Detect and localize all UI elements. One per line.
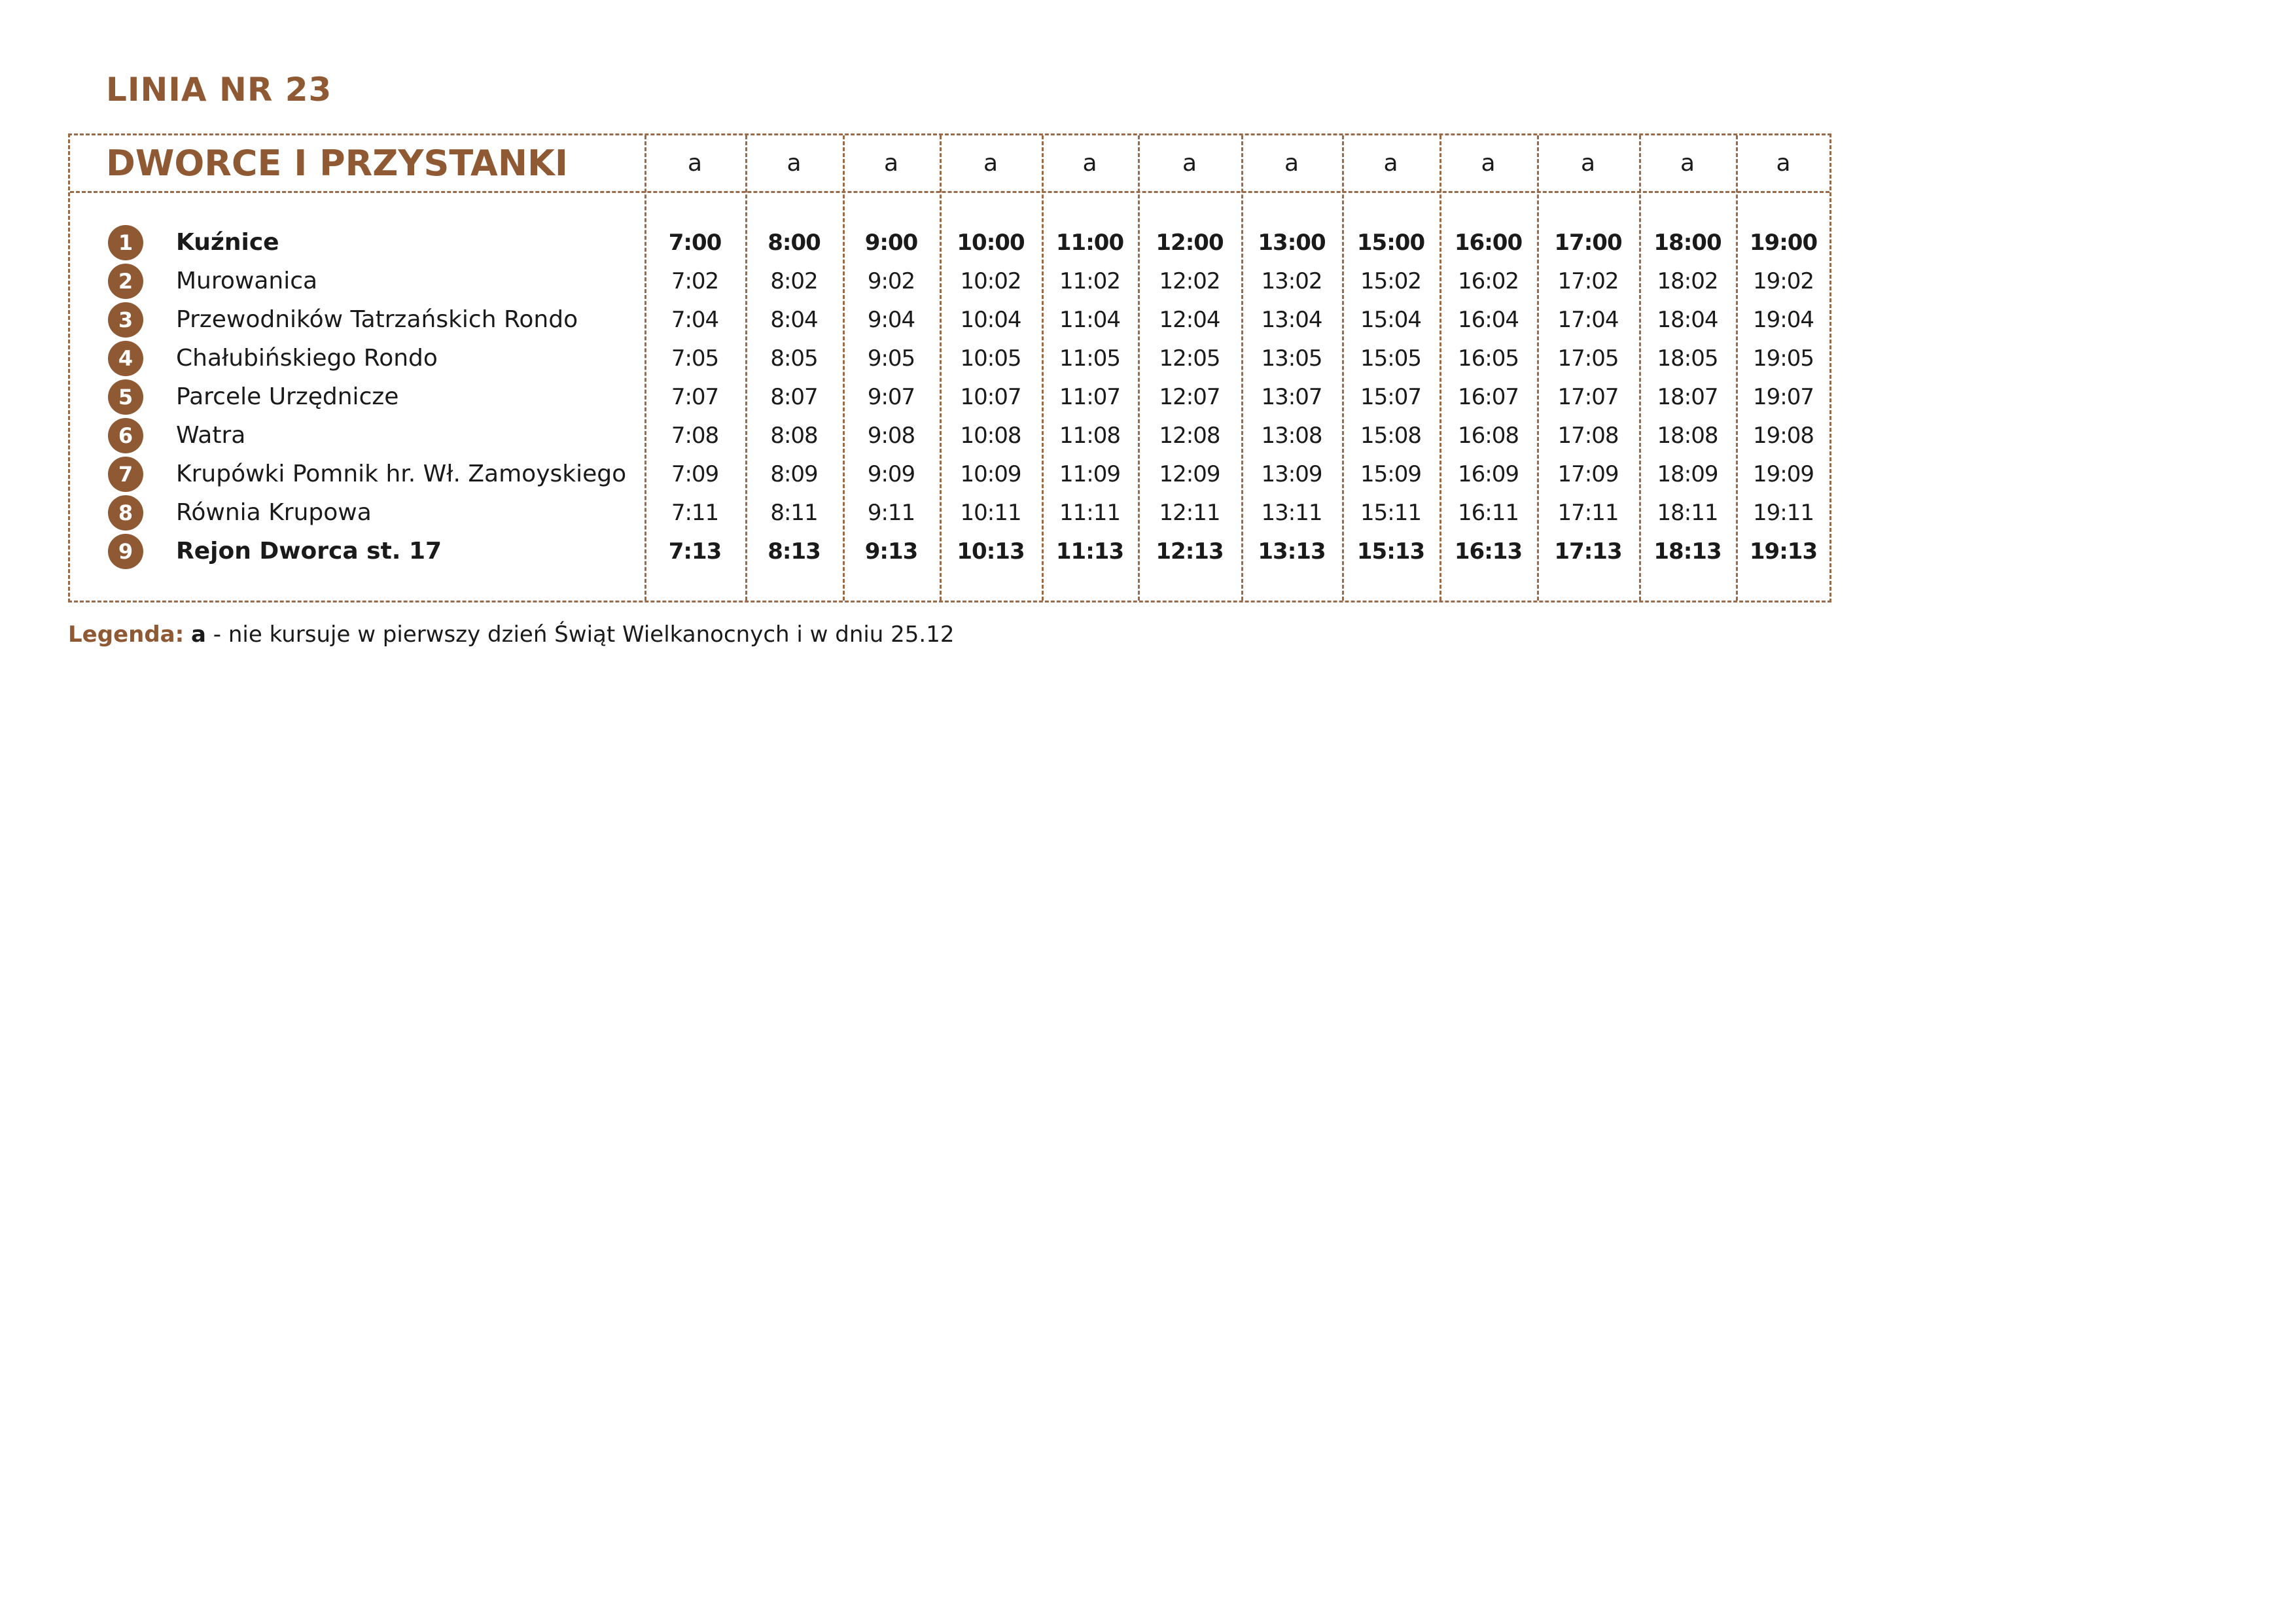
departure-time: 12:04	[1159, 307, 1220, 333]
timetable-header	[70, 135, 1829, 193]
departure-time: 10:13	[957, 538, 1025, 565]
departure-time: 15:09	[1360, 461, 1421, 487]
departure-time: 9:05	[867, 345, 915, 372]
departure-time: 18:04	[1657, 307, 1718, 333]
stop-name: Chałubińskiego Rondo	[176, 345, 438, 372]
departure-time: 16:08	[1458, 423, 1519, 449]
departure-time: 17:00	[1554, 230, 1622, 256]
legend-key: a	[191, 621, 206, 648]
timetable	[68, 133, 1831, 602]
departure-time: 7:13	[668, 538, 722, 565]
departure-time: 13:13	[1258, 538, 1326, 565]
departure-time: 15:08	[1360, 423, 1421, 449]
table-row	[70, 455, 1829, 493]
departure-time: 12:08	[1159, 423, 1220, 449]
departure-time: 16:04	[1458, 307, 1519, 333]
departure-time: 17:02	[1557, 268, 1619, 294]
departure-time: 12:11	[1159, 500, 1220, 526]
column-mark: a	[1182, 150, 1197, 177]
table-row	[70, 224, 1829, 262]
stop-name: Rejon Dworca st. 17	[176, 538, 442, 565]
departure-time: 11:09	[1059, 461, 1120, 487]
departure-time: 10:11	[960, 500, 1021, 526]
departure-time: 18:05	[1657, 345, 1718, 372]
line-title: LINIA NR 23	[106, 71, 332, 109]
stop-name: Przewodników Tatrzańskich Rondo	[176, 306, 578, 333]
departure-time: 19:07	[1753, 384, 1814, 410]
departure-time: 17:08	[1557, 423, 1619, 449]
column-mark: a	[687, 150, 703, 177]
departure-time: 18:00	[1653, 230, 1722, 256]
departure-time: 9:09	[867, 461, 915, 487]
departure-time: 7:11	[671, 500, 719, 526]
departure-time: 16:09	[1458, 461, 1519, 487]
departure-time: 16:00	[1454, 230, 1523, 256]
table-row	[70, 417, 1829, 455]
departure-time: 10:08	[960, 423, 1021, 449]
departure-time: 13:08	[1261, 423, 1322, 449]
departure-time: 10:07	[960, 384, 1021, 410]
column-mark: a	[1481, 150, 1496, 177]
departure-time: 17:05	[1557, 345, 1619, 372]
stop-name: Parcele Urzędnicze	[176, 383, 399, 410]
departure-time: 11:11	[1059, 500, 1120, 526]
stop-name: Kuźnice	[176, 229, 279, 256]
departure-time: 16:13	[1454, 538, 1523, 565]
departure-time: 11:13	[1055, 538, 1124, 565]
departure-time: 8:09	[770, 461, 818, 487]
stop-number-badge: 1	[108, 225, 143, 260]
departure-time: 15:02	[1360, 268, 1421, 294]
departure-time: 12:09	[1159, 461, 1220, 487]
departure-time: 13:00	[1258, 230, 1326, 256]
departure-time: 19:00	[1749, 230, 1818, 256]
departure-time: 11:00	[1055, 230, 1124, 256]
departure-time: 7:08	[671, 423, 719, 449]
departure-time: 17:13	[1554, 538, 1622, 565]
departure-time: 9:08	[867, 423, 915, 449]
departure-time: 8:04	[770, 307, 818, 333]
departure-time: 19:02	[1753, 268, 1814, 294]
column-mark: a	[1082, 150, 1097, 177]
departure-time: 11:05	[1059, 345, 1120, 372]
stop-number-badge: 4	[108, 341, 143, 376]
departure-time: 8:00	[768, 230, 821, 256]
departure-time: 12:00	[1156, 230, 1224, 256]
departure-time: 10:00	[957, 230, 1025, 256]
column-mark: a	[883, 150, 899, 177]
departure-time: 11:07	[1059, 384, 1120, 410]
departure-time: 10:02	[960, 268, 1021, 294]
departure-time: 7:07	[671, 384, 719, 410]
departure-time: 16:05	[1458, 345, 1519, 372]
column-mark: a	[1580, 150, 1596, 177]
departure-time: 10:09	[960, 461, 1021, 487]
departure-time: 10:04	[960, 307, 1021, 333]
departure-time: 17:09	[1557, 461, 1619, 487]
stop-name: Watra	[176, 422, 246, 449]
departure-time: 13:02	[1261, 268, 1322, 294]
departure-time: 9:04	[867, 307, 915, 333]
departure-time: 19:08	[1753, 423, 1814, 449]
table-row	[70, 494, 1829, 532]
departure-time: 18:07	[1657, 384, 1718, 410]
legend-label: Legenda:	[68, 621, 185, 648]
departure-time: 15:04	[1360, 307, 1421, 333]
departure-time: 11:02	[1059, 268, 1120, 294]
departure-time: 15:11	[1360, 500, 1421, 526]
column-mark: a	[1383, 150, 1398, 177]
departure-time: 9:13	[864, 538, 918, 565]
departure-time: 8:08	[770, 423, 818, 449]
stop-number-badge: 7	[108, 457, 143, 492]
table-row	[70, 301, 1829, 339]
departure-time: 16:02	[1458, 268, 1519, 294]
table-row	[70, 532, 1829, 570]
departure-time: 7:02	[671, 268, 719, 294]
departure-time: 16:11	[1458, 500, 1519, 526]
departure-time: 15:05	[1360, 345, 1421, 372]
departure-time: 19:09	[1753, 461, 1814, 487]
table-row	[70, 378, 1829, 416]
departure-time: 18:11	[1657, 500, 1718, 526]
departure-time: 18:09	[1657, 461, 1718, 487]
departure-time: 8:05	[770, 345, 818, 372]
column-mark: a	[1776, 150, 1791, 177]
stop-number-badge: 9	[108, 534, 143, 569]
departure-time: 7:05	[671, 345, 719, 372]
departure-time: 12:07	[1159, 384, 1220, 410]
departure-time: 8:11	[770, 500, 818, 526]
departure-time: 10:05	[960, 345, 1021, 372]
departure-time: 13:09	[1261, 461, 1322, 487]
stop-number-badge: 2	[108, 264, 143, 299]
departure-time: 18:02	[1657, 268, 1718, 294]
departure-time: 9:02	[867, 268, 915, 294]
column-mark: a	[983, 150, 998, 177]
departure-time: 11:04	[1059, 307, 1120, 333]
departure-time: 7:09	[671, 461, 719, 487]
departure-time: 19:13	[1749, 538, 1818, 565]
departure-time: 12:05	[1159, 345, 1220, 372]
departure-time: 12:13	[1156, 538, 1224, 565]
stop-number-badge: 8	[108, 495, 143, 531]
departure-time: 15:00	[1356, 230, 1425, 256]
departure-time: 7:00	[668, 230, 722, 256]
departure-time: 7:04	[671, 307, 719, 333]
departure-time: 17:07	[1557, 384, 1619, 410]
departure-time: 15:07	[1360, 384, 1421, 410]
departure-time: 18:08	[1657, 423, 1718, 449]
departure-time: 13:11	[1261, 500, 1322, 526]
stop-number-badge: 6	[108, 418, 143, 453]
departure-time: 13:07	[1261, 384, 1322, 410]
departure-time: 8:13	[768, 538, 821, 565]
departure-time: 8:07	[770, 384, 818, 410]
departure-time: 19:11	[1753, 500, 1814, 526]
table-row	[70, 262, 1829, 300]
stop-number-badge: 5	[108, 379, 143, 415]
departure-time: 16:07	[1458, 384, 1519, 410]
stop-number-badge: 3	[108, 302, 143, 338]
departure-time: 17:04	[1557, 307, 1619, 333]
departure-time: 12:02	[1159, 268, 1220, 294]
column-mark: a	[1284, 150, 1299, 177]
departure-time: 13:04	[1261, 307, 1322, 333]
column-mark: a	[1680, 150, 1695, 177]
departure-time: 18:13	[1653, 538, 1722, 565]
stop-name: Równia Krupowa	[176, 499, 372, 526]
table-row	[70, 340, 1829, 377]
stop-name: Murowanica	[176, 268, 318, 294]
departure-time: 17:11	[1557, 500, 1619, 526]
stop-name: Krupówki Pomnik hr. Wł. Zamoyskiego	[176, 461, 627, 487]
departure-time: 11:08	[1059, 423, 1120, 449]
departure-time: 9:07	[867, 384, 915, 410]
departure-time: 19:04	[1753, 307, 1814, 333]
departure-time: 13:05	[1261, 345, 1322, 372]
legend-text: - nie kursuje w pierwszy dzień Świąt Wielkanocnych i w dniu 25.12	[205, 621, 955, 648]
column-mark: a	[786, 150, 802, 177]
stops-column-title: DWORCE I PRZYSTANKI	[106, 143, 568, 184]
legend	[68, 621, 955, 648]
departure-time: 15:13	[1356, 538, 1425, 565]
departure-time: 9:00	[864, 230, 918, 256]
departure-time: 8:02	[770, 268, 818, 294]
departure-time: 19:05	[1753, 345, 1814, 372]
departure-time: 9:11	[867, 500, 915, 526]
